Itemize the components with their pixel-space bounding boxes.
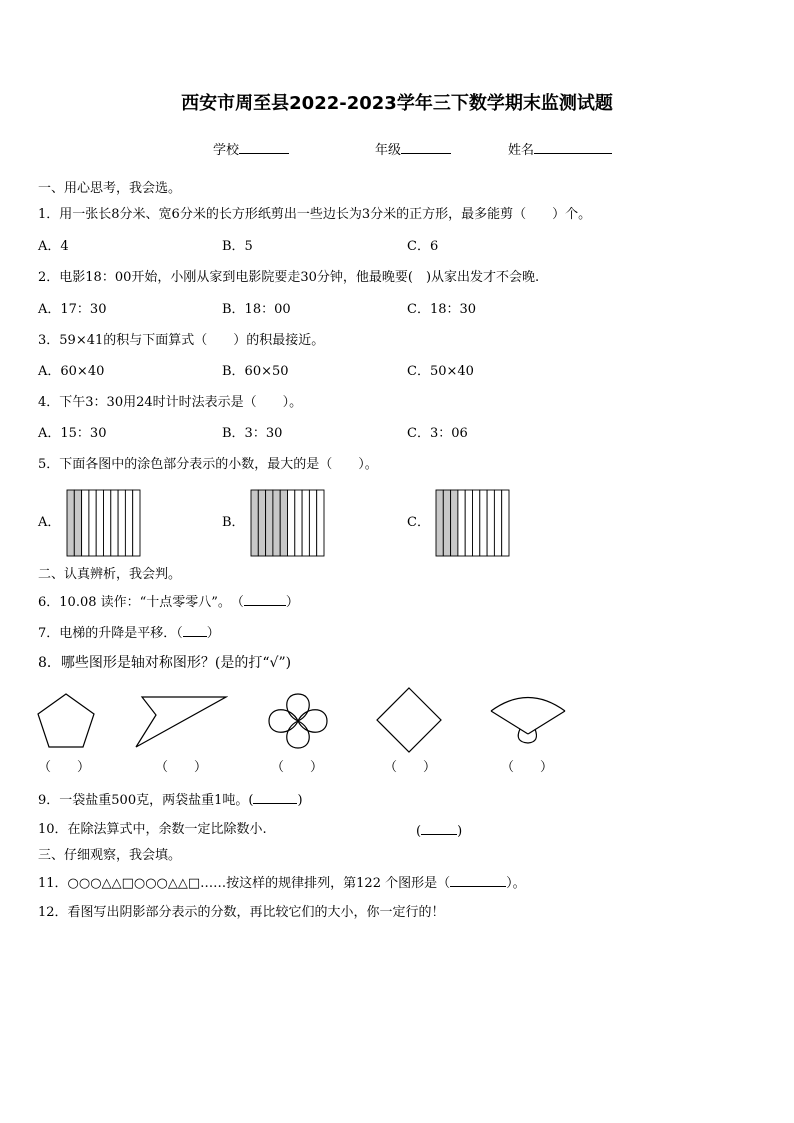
q12-text: 12．看图写出阴影部分表示的分数，再比较它们的大小，你一定行的！ (38, 905, 445, 920)
q5-option-a[interactable]: A． (38, 515, 61, 530)
shaded-column (258, 490, 265, 556)
triangle-shape (132, 695, 228, 749)
page-title: 西安市周至县2022-2023学年三下数学期末监测试题 (181, 93, 613, 114)
section-1-heading: 一、用心思考，我会选。 (38, 181, 182, 196)
school-label: 学校 (213, 143, 240, 158)
q5-option-b[interactable]: B． (222, 515, 245, 530)
q1-option-c[interactable]: C．6 (407, 239, 439, 254)
q2-option-b[interactable]: B．18：00 (222, 302, 291, 317)
q9-text: 9．一袋盐重500克，两袋盐重1吨。( (38, 793, 254, 808)
q1-text: 1．用一张长8分米、宽6分米的长方形纸剪出一些边长为3分米的正方形，最多能剪（ ）个。 (38, 207, 592, 222)
shaded-column (436, 490, 443, 556)
grid-column (89, 490, 96, 556)
grid-column (302, 490, 309, 556)
q7 (38, 624, 220, 642)
grid-column (104, 490, 111, 556)
q3-option-b[interactable]: B．60×50 (222, 364, 289, 379)
shaded-column (266, 490, 273, 556)
q9 (38, 791, 303, 809)
q6 (38, 593, 299, 611)
q10-text: 10．在除法算式中，余数一定比除数小. (38, 822, 267, 837)
grade-blank[interactable] (401, 141, 451, 154)
grid-column (125, 490, 132, 556)
grade-label: 年级 (375, 143, 402, 158)
q5-text: 5．下面各图中的涂色部分表示的小数，最大的是（ ）。 (38, 457, 378, 472)
grid-column (317, 490, 324, 556)
q4-text: 4．下午3：30用24时计时法表示是（ ）。 (38, 395, 303, 410)
q8-answer-5[interactable]: （ ） (501, 760, 554, 775)
shaded-column (280, 490, 287, 556)
grid-column (494, 490, 501, 556)
q11-close: ）。 (506, 876, 526, 891)
q7-answer-blank[interactable] (183, 624, 207, 637)
q3-text: 3．59×41的积与下面算式（ ）的积最接近。 (38, 333, 325, 348)
grid-column (133, 490, 140, 556)
q11-answer-blank[interactable] (450, 874, 506, 887)
pentagon-shape (36, 692, 96, 750)
section-2-heading: 二、认真辨析，我会判。 (38, 567, 182, 582)
q10-answer (416, 822, 462, 840)
q8-answer-2[interactable]: （ ） (155, 760, 208, 775)
q11 (38, 874, 526, 892)
grid-column (96, 490, 103, 556)
q2-text: 2．电影18：00开始，小刚从家到电影院要走30分钟，他最晚要( )从家出发才不会晚. (38, 270, 540, 285)
diamond-shape (375, 686, 443, 754)
name-label: 姓名 (508, 143, 535, 158)
q8-text: 8．哪些图形是轴对称图形？(是的打“√”) (38, 655, 292, 671)
q3-option-a[interactable]: A．60×40 (38, 364, 105, 379)
grade-field (375, 141, 451, 159)
grid-column (473, 490, 480, 556)
shaded-column (451, 490, 458, 556)
shaded-column (251, 490, 258, 556)
grid-column (487, 490, 494, 556)
q8-answer-1[interactable]: （ ） (38, 760, 91, 775)
section-3-heading: 三、仔细观察，我会填。 (38, 848, 182, 863)
grid-column (295, 490, 302, 556)
grid-column (288, 490, 295, 556)
grid-column (309, 490, 316, 556)
shaded-column (74, 490, 81, 556)
q9-answer-blank[interactable] (253, 791, 297, 804)
q8-answer-4[interactable]: （ ） (384, 760, 437, 775)
q2-option-c[interactable]: C．18：30 (407, 302, 477, 317)
q10-answer-blank[interactable] (421, 822, 457, 835)
grid-column (480, 490, 487, 556)
q5-option-c[interactable]: C． (407, 515, 430, 530)
fan-shape (488, 690, 568, 748)
q2-option-a[interactable]: A．17：30 (38, 302, 107, 317)
shaded-column (443, 490, 450, 556)
grid-column (458, 490, 465, 556)
q4-option-b[interactable]: B．3：30 (222, 426, 283, 441)
name-field (508, 141, 612, 159)
q7-close: ） (206, 626, 220, 641)
q9-close: ) (297, 793, 303, 808)
q5-grid-b (250, 489, 325, 557)
q1-option-a[interactable]: A．4 (38, 239, 69, 254)
name-blank[interactable] (534, 141, 612, 154)
grid-column (502, 490, 509, 556)
q4-option-a[interactable]: A．15：30 (38, 426, 107, 441)
q8-answer-3[interactable]: （ ） (271, 760, 324, 775)
q7-text: 7．电梯的升降是平移．（ (38, 626, 183, 641)
q10-close: ) (457, 824, 463, 839)
q6-answer-blank[interactable] (244, 593, 286, 606)
shaded-column (273, 490, 280, 556)
four-leaf-shape (265, 690, 331, 752)
q6-text: 6．10.08 读作：“十点零零八”。 （ (38, 595, 244, 610)
grid-column (465, 490, 472, 556)
school-field (213, 141, 289, 159)
shaded-column (67, 490, 74, 556)
school-blank[interactable] (239, 141, 289, 154)
grid-column (118, 490, 125, 556)
q5-grid-c (435, 489, 510, 557)
q10-open: ( (416, 824, 422, 839)
q5-grid-a (66, 489, 141, 557)
q4-option-c[interactable]: C．3：06 (407, 426, 468, 441)
grid-column (82, 490, 89, 556)
q11-text: 11．○○○△△□○○○△△□……按这样的规律排列，第122 个图形是（ (38, 876, 451, 891)
q1-option-b[interactable]: B．5 (222, 239, 253, 254)
grid-column (111, 490, 118, 556)
q3-option-c[interactable]: C．50×40 (407, 364, 474, 379)
q6-close: ） (285, 595, 299, 610)
